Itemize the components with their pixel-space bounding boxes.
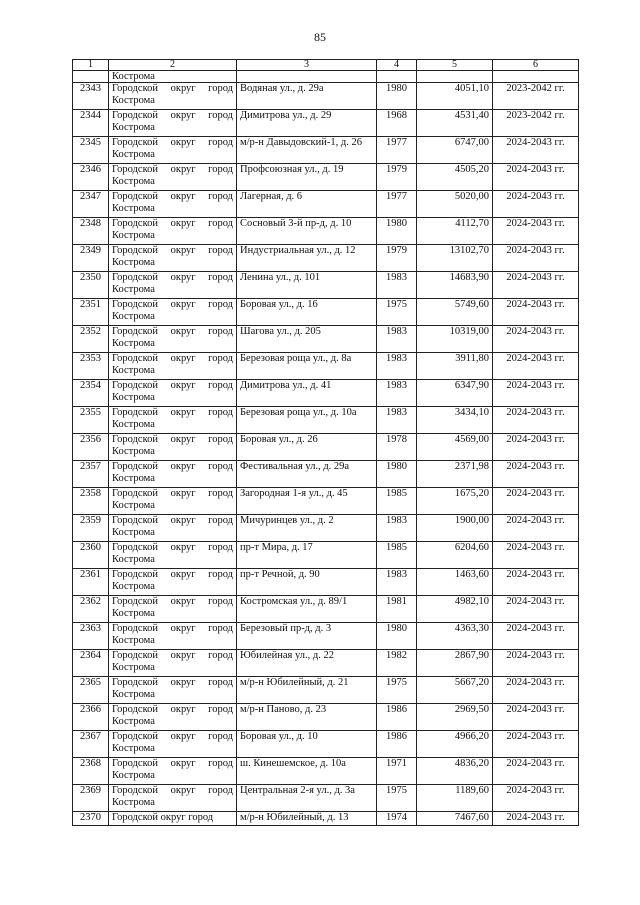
area-cell: 4112,70 bbox=[417, 218, 493, 245]
address-cell: Шагова ул., д. 205 bbox=[237, 326, 377, 353]
continuation-row bbox=[73, 71, 579, 83]
area-cell: 4531,40 bbox=[417, 110, 493, 137]
period-cell: 2024-2043 гг. bbox=[493, 623, 579, 650]
table-row bbox=[73, 488, 579, 515]
continuation-text: Кострома bbox=[109, 71, 237, 83]
municipality-cell: Городской округ город Кострома bbox=[109, 542, 237, 569]
period-cell: 2024-2043 гг. bbox=[493, 488, 579, 515]
year-cell: 1980 bbox=[377, 623, 417, 650]
area-cell: 7467,60 bbox=[417, 812, 493, 826]
address-cell: ш. Кинешемское, д. 10а bbox=[237, 758, 377, 785]
address-cell: м/р-н Юбилейный, д. 13 bbox=[237, 812, 377, 826]
area-cell: 2867,90 bbox=[417, 650, 493, 677]
column-number: 2 bbox=[109, 60, 237, 71]
area-cell: 2969,50 bbox=[417, 704, 493, 731]
table-row bbox=[73, 596, 579, 623]
period-cell: 2024-2043 гг. bbox=[493, 569, 579, 596]
row-number: 2353 bbox=[73, 353, 109, 380]
year-cell: 1985 bbox=[377, 542, 417, 569]
year-cell: 1975 bbox=[377, 785, 417, 812]
year-cell: 1977 bbox=[377, 191, 417, 218]
table-row bbox=[73, 191, 579, 218]
table-row bbox=[73, 353, 579, 380]
address-cell: Димитрова ул., д. 29 bbox=[237, 110, 377, 137]
column-number: 6 bbox=[493, 60, 579, 71]
address-cell: пр-т Мира, д. 17 bbox=[237, 542, 377, 569]
period-cell: 2024-2043 гг. bbox=[493, 812, 579, 826]
area-cell: 5749,60 bbox=[417, 299, 493, 326]
row-number: 2366 bbox=[73, 704, 109, 731]
area-cell: 6347,90 bbox=[417, 380, 493, 407]
area-cell: 3434,10 bbox=[417, 407, 493, 434]
area-cell: 6204,60 bbox=[417, 542, 493, 569]
table-row bbox=[73, 758, 579, 785]
row-number: 2359 bbox=[73, 515, 109, 542]
municipality-cell: Городской округ город Кострома bbox=[109, 488, 237, 515]
period-cell: 2024-2043 гг. bbox=[493, 245, 579, 272]
year-cell: 1986 bbox=[377, 704, 417, 731]
row-number: 2346 bbox=[73, 164, 109, 191]
address-cell: м/р-н Давыдовский-1, д. 26 bbox=[237, 137, 377, 164]
table-row bbox=[73, 218, 579, 245]
address-cell: пр-т Речной, д. 90 bbox=[237, 569, 377, 596]
row-number: 2362 bbox=[73, 596, 109, 623]
year-cell: 1983 bbox=[377, 272, 417, 299]
municipality-cell: Городской округ город Кострома bbox=[109, 164, 237, 191]
address-cell: Боровая ул., д. 10 bbox=[237, 731, 377, 758]
table-row bbox=[73, 272, 579, 299]
address-cell: Березовый пр-д, д. 3 bbox=[237, 623, 377, 650]
address-cell: Фестивальная ул., д. 29а bbox=[237, 461, 377, 488]
address-cell: Загородная 1-я ул., д. 45 bbox=[237, 488, 377, 515]
row-number: 2343 bbox=[73, 83, 109, 110]
municipality-cell: Городской округ город Кострома bbox=[109, 245, 237, 272]
municipality-cell: Городской округ город Кострома bbox=[109, 326, 237, 353]
row-number: 2354 bbox=[73, 380, 109, 407]
table-row bbox=[73, 461, 579, 488]
table-cell bbox=[417, 71, 493, 83]
period-cell: 2024-2043 гг. bbox=[493, 434, 579, 461]
municipality-cell: Городской округ город Кострома bbox=[109, 191, 237, 218]
municipality-cell: Городской округ город Кострома bbox=[109, 137, 237, 164]
area-cell: 14683,90 bbox=[417, 272, 493, 299]
municipality-cell: Городской округ город Кострома bbox=[109, 110, 237, 137]
row-number: 2370 bbox=[73, 812, 109, 826]
municipality-cell: Городской округ город Кострома bbox=[109, 758, 237, 785]
row-number: 2356 bbox=[73, 434, 109, 461]
year-cell: 1975 bbox=[377, 677, 417, 704]
table-row bbox=[73, 164, 579, 191]
period-cell: 2024-2043 гг. bbox=[493, 137, 579, 164]
table-row bbox=[73, 299, 579, 326]
area-cell: 13102,70 bbox=[417, 245, 493, 272]
table-row bbox=[73, 731, 579, 758]
year-cell: 1986 bbox=[377, 731, 417, 758]
municipality-cell: Городской округ город Кострома bbox=[109, 407, 237, 434]
area-cell: 4982,10 bbox=[417, 596, 493, 623]
table-row bbox=[73, 83, 579, 110]
row-number: 2369 bbox=[73, 785, 109, 812]
area-cell: 1463,60 bbox=[417, 569, 493, 596]
year-cell: 1968 bbox=[377, 110, 417, 137]
year-cell: 1985 bbox=[377, 488, 417, 515]
area-cell: 4966,20 bbox=[417, 731, 493, 758]
table-row bbox=[73, 623, 579, 650]
municipality-cell: Городской округ город Кострома bbox=[109, 569, 237, 596]
municipality-cell: Городской округ город Кострома bbox=[109, 272, 237, 299]
address-cell: Центральная 2-я ул., д. 3а bbox=[237, 785, 377, 812]
year-cell: 1977 bbox=[377, 137, 417, 164]
table-row bbox=[73, 380, 579, 407]
row-number: 2368 bbox=[73, 758, 109, 785]
year-cell: 1982 bbox=[377, 650, 417, 677]
period-cell: 2024-2043 гг. bbox=[493, 731, 579, 758]
year-cell: 1971 bbox=[377, 758, 417, 785]
area-cell: 6747,00 bbox=[417, 137, 493, 164]
municipality-cell: Городской округ город Кострома bbox=[109, 596, 237, 623]
municipality-cell: Городской округ город Кострома bbox=[109, 704, 237, 731]
table-row bbox=[73, 812, 579, 826]
address-cell: Мичуринцев ул., д. 2 bbox=[237, 515, 377, 542]
table-row bbox=[73, 677, 579, 704]
row-number: 2345 bbox=[73, 137, 109, 164]
address-cell: Березовая роща ул., д. 10а bbox=[237, 407, 377, 434]
area-cell: 4363,30 bbox=[417, 623, 493, 650]
period-cell: 2023-2042 гг. bbox=[493, 110, 579, 137]
area-cell: 3911,80 bbox=[417, 353, 493, 380]
period-cell: 2024-2043 гг. bbox=[493, 380, 579, 407]
row-number: 2351 bbox=[73, 299, 109, 326]
year-cell: 1983 bbox=[377, 569, 417, 596]
row-number: 2347 bbox=[73, 191, 109, 218]
area-cell: 5020,00 bbox=[417, 191, 493, 218]
period-cell: 2024-2043 гг. bbox=[493, 596, 579, 623]
period-cell: 2024-2043 гг. bbox=[493, 650, 579, 677]
area-cell: 10319,00 bbox=[417, 326, 493, 353]
row-number: 2349 bbox=[73, 245, 109, 272]
period-cell: 2024-2043 гг. bbox=[493, 785, 579, 812]
period-cell: 2024-2043 гг. bbox=[493, 164, 579, 191]
municipality-cell: Городской округ город Кострома bbox=[109, 380, 237, 407]
year-cell: 1978 bbox=[377, 434, 417, 461]
area-cell: 4505,20 bbox=[417, 164, 493, 191]
period-cell: 2024-2043 гг. bbox=[493, 299, 579, 326]
row-number: 2358 bbox=[73, 488, 109, 515]
address-cell: Костромская ул., д. 89/1 bbox=[237, 596, 377, 623]
municipality-cell: Городской округ город Кострома bbox=[109, 83, 237, 110]
address-cell: м/р-н Паново, д. 23 bbox=[237, 704, 377, 731]
year-cell: 1974 bbox=[377, 812, 417, 826]
address-cell: Индустриальная ул., д. 12 bbox=[237, 245, 377, 272]
period-cell: 2024-2043 гг. bbox=[493, 326, 579, 353]
row-number: 2348 bbox=[73, 218, 109, 245]
table-row bbox=[73, 245, 579, 272]
period-cell: 2024-2043 гг. bbox=[493, 515, 579, 542]
municipality-cell: Городской округ город Кострома bbox=[109, 731, 237, 758]
year-cell: 1981 bbox=[377, 596, 417, 623]
area-cell: 4569,00 bbox=[417, 434, 493, 461]
municipality-cell: Городской округ город Кострома bbox=[109, 299, 237, 326]
year-cell: 1975 bbox=[377, 299, 417, 326]
row-number: 2357 bbox=[73, 461, 109, 488]
year-cell: 1983 bbox=[377, 407, 417, 434]
year-cell: 1983 bbox=[377, 353, 417, 380]
column-number: 4 bbox=[377, 60, 417, 71]
municipality-cell: Городской округ город Кострома bbox=[109, 461, 237, 488]
period-cell: 2024-2043 гг. bbox=[493, 542, 579, 569]
table-row bbox=[73, 434, 579, 461]
table-cell bbox=[377, 71, 417, 83]
period-cell: 2024-2043 гг. bbox=[493, 758, 579, 785]
address-cell: Боровая ул., д. 26 bbox=[237, 434, 377, 461]
column-number: 5 bbox=[417, 60, 493, 71]
table-row bbox=[73, 785, 579, 812]
municipality-cell: Городской округ город Кострома bbox=[109, 353, 237, 380]
period-cell: 2024-2043 гг. bbox=[493, 353, 579, 380]
municipality-cell: Городской округ город Кострома bbox=[109, 218, 237, 245]
table-row bbox=[73, 407, 579, 434]
area-cell: 1900,00 bbox=[417, 515, 493, 542]
year-cell: 1983 bbox=[377, 326, 417, 353]
row-number: 2363 bbox=[73, 623, 109, 650]
table-row bbox=[73, 650, 579, 677]
table-row bbox=[73, 515, 579, 542]
municipality-cell: Городской округ город Кострома bbox=[109, 515, 237, 542]
period-cell: 2024-2043 гг. bbox=[493, 407, 579, 434]
period-cell: 2023-2042 гг. bbox=[493, 83, 579, 110]
column-number-row bbox=[73, 60, 579, 71]
municipality-cell: Городской округ город bbox=[109, 812, 237, 826]
table-cell bbox=[73, 71, 109, 83]
table-row bbox=[73, 542, 579, 569]
page-number: 85 bbox=[314, 30, 326, 44]
address-cell: м/р-н Юбилейный, д. 21 bbox=[237, 677, 377, 704]
year-cell: 1979 bbox=[377, 245, 417, 272]
year-cell: 1980 bbox=[377, 218, 417, 245]
register-table bbox=[72, 59, 579, 826]
period-cell: 2024-2043 гг. bbox=[493, 272, 579, 299]
table-row bbox=[73, 137, 579, 164]
year-cell: 1983 bbox=[377, 515, 417, 542]
row-number: 2350 bbox=[73, 272, 109, 299]
row-number: 2364 bbox=[73, 650, 109, 677]
table-row bbox=[73, 326, 579, 353]
column-number: 3 bbox=[237, 60, 377, 71]
row-number: 2361 bbox=[73, 569, 109, 596]
area-cell: 5667,20 bbox=[417, 677, 493, 704]
municipality-cell: Городской округ город Кострома bbox=[109, 785, 237, 812]
table-row bbox=[73, 569, 579, 596]
address-cell: Водяная ул., д. 29а bbox=[237, 83, 377, 110]
address-cell: Боровая ул., д. 16 bbox=[237, 299, 377, 326]
row-number: 2367 bbox=[73, 731, 109, 758]
year-cell: 1983 bbox=[377, 380, 417, 407]
row-number: 2360 bbox=[73, 542, 109, 569]
address-cell: Юбилейная ул., д. 22 bbox=[237, 650, 377, 677]
area-cell: 4836,20 bbox=[417, 758, 493, 785]
area-cell: 2371,98 bbox=[417, 461, 493, 488]
row-number: 2355 bbox=[73, 407, 109, 434]
year-cell: 1980 bbox=[377, 83, 417, 110]
address-cell: Профсоюзная ул., д. 19 bbox=[237, 164, 377, 191]
column-number: 1 bbox=[73, 60, 109, 71]
area-cell: 1189,60 bbox=[417, 785, 493, 812]
municipality-cell: Городской округ город Кострома bbox=[109, 677, 237, 704]
year-cell: 1980 bbox=[377, 461, 417, 488]
municipality-cell: Городской округ город Кострома bbox=[109, 434, 237, 461]
table-cell bbox=[237, 71, 377, 83]
table-row bbox=[73, 704, 579, 731]
period-cell: 2024-2043 гг. bbox=[493, 461, 579, 488]
municipality-cell: Городской округ город Кострома bbox=[109, 623, 237, 650]
period-cell: 2024-2043 гг. bbox=[493, 218, 579, 245]
row-number: 2365 bbox=[73, 677, 109, 704]
area-cell: 4051,10 bbox=[417, 83, 493, 110]
period-cell: 2024-2043 гг. bbox=[493, 191, 579, 218]
area-cell: 1675,20 bbox=[417, 488, 493, 515]
address-cell: Димитрова ул., д. 41 bbox=[237, 380, 377, 407]
row-number: 2344 bbox=[73, 110, 109, 137]
year-cell: 1979 bbox=[377, 164, 417, 191]
address-cell: Березовая роща ул., д. 8а bbox=[237, 353, 377, 380]
table-row bbox=[73, 110, 579, 137]
address-cell: Сосновый 3-й пр-д, д. 10 bbox=[237, 218, 377, 245]
address-cell: Ленина ул., д. 101 bbox=[237, 272, 377, 299]
period-cell: 2024-2043 гг. bbox=[493, 704, 579, 731]
municipality-cell: Городской округ город Кострома bbox=[109, 650, 237, 677]
table-cell bbox=[493, 71, 579, 83]
address-cell: Лагерная, д. 6 bbox=[237, 191, 377, 218]
period-cell: 2024-2043 гг. bbox=[493, 677, 579, 704]
row-number: 2352 bbox=[73, 326, 109, 353]
